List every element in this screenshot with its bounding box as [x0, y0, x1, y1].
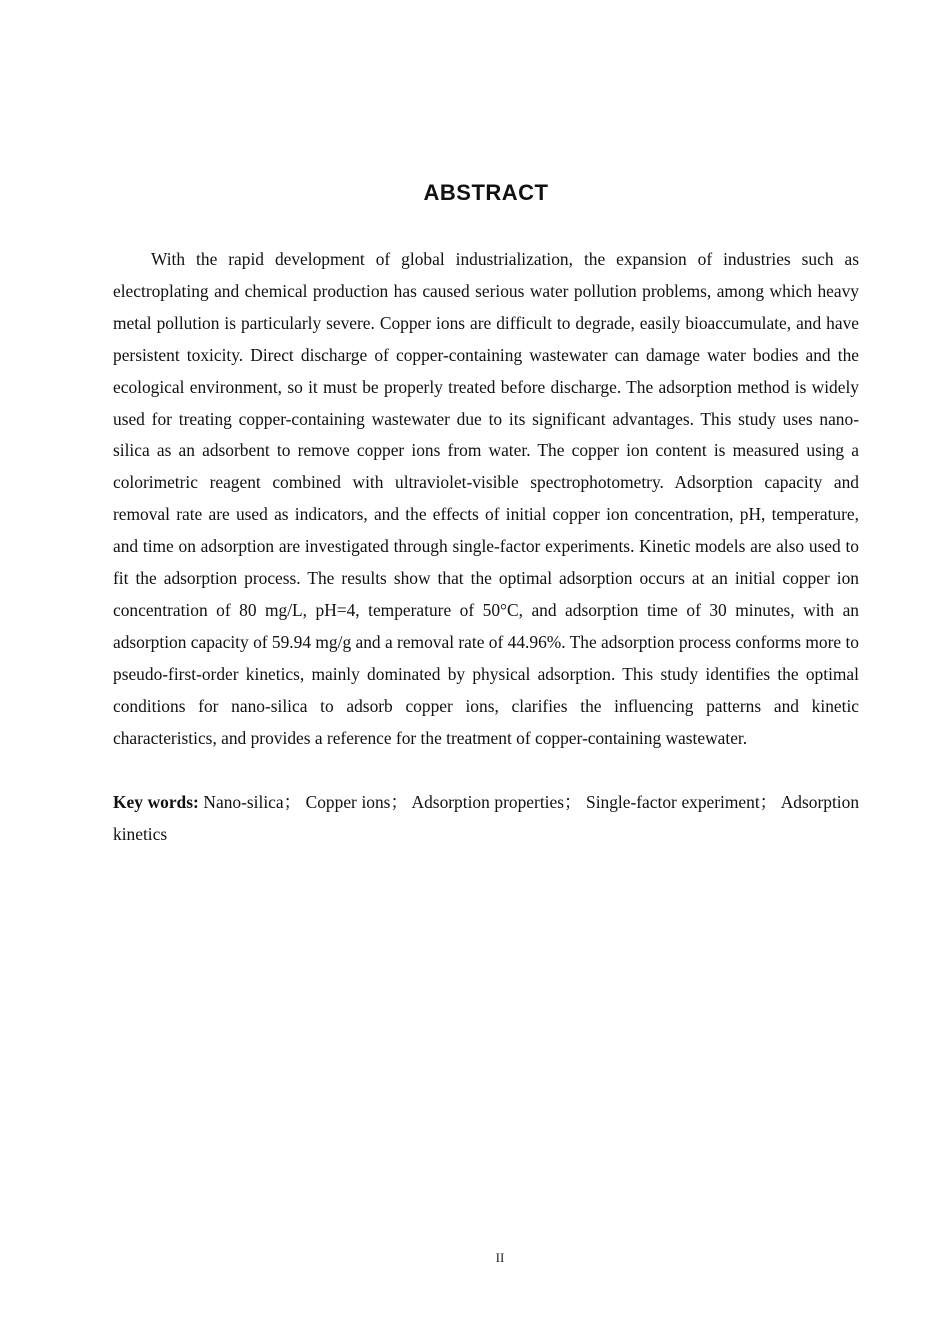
- keywords-line: [113, 787, 859, 851]
- abstract-body: With the rapid development of global industrialization, the expansion of industries such as electroplating and chemical production has caused serious water pollution problems, among which heavy metal pollution is particularly severe. Copper ions are difficult to degrade, easily bioaccumulate, and have persistent toxicity. Direct discharge of copper-containing wastewater can damage water bodies and the ecological environment, so it must be properly treated before discharge. The adsorption method is widely used for treating copper-containing wastewater due to its significant advantages. This study uses nano-silica as an adsorbent to remove copper ions from water. The copper ion content is measured using a colorimetric reagent combined with ultraviolet-visible spectrophotometry. Adsorption capacity and removal rate are used as indicators, and the effects of initial copper ion concentration, pH, temperature, and time on adsorption are investigated through single-factor experiments. Kinetic models are also used to fit the adsorption process. The results show that the optimal adsorption occurs at an initial copper ion concentration of 80 mg/L, pH=4, temperature of 50°C, and adsorption time of 30 minutes, with an adsorption capacity of 59.94 mg/g and a removal rate of 44.96%. The adsorption process conforms more to pseudo-first-order kinetics, mainly dominated by physical adsorption. This study identifies the optimal conditions for nano-silica to adsorb copper ions, clarifies the influencing patterns and kinetic characteristics, and provides a reference for the treatment of copper-containing wastewater.: [113, 249, 859, 748]
- keywords-label: Key words:: [113, 792, 199, 812]
- keyword-item: Single-factor experiment: [586, 792, 760, 812]
- keyword-item: Adsorption kinetics: [113, 792, 860, 844]
- keyword-separator: ；: [283, 792, 301, 812]
- page-number: II: [495, 1250, 505, 1265]
- keyword-item: Adsorption properties: [411, 792, 564, 812]
- keyword-item: Copper ions: [305, 792, 391, 812]
- keyword-separator: ；: [390, 792, 408, 812]
- keyword-item: Nano-silica: [203, 792, 284, 812]
- keyword-separator: ；: [759, 792, 778, 812]
- abstract-title: ABSTRACT: [423, 180, 549, 205]
- keyword-separator: ；: [563, 792, 582, 812]
